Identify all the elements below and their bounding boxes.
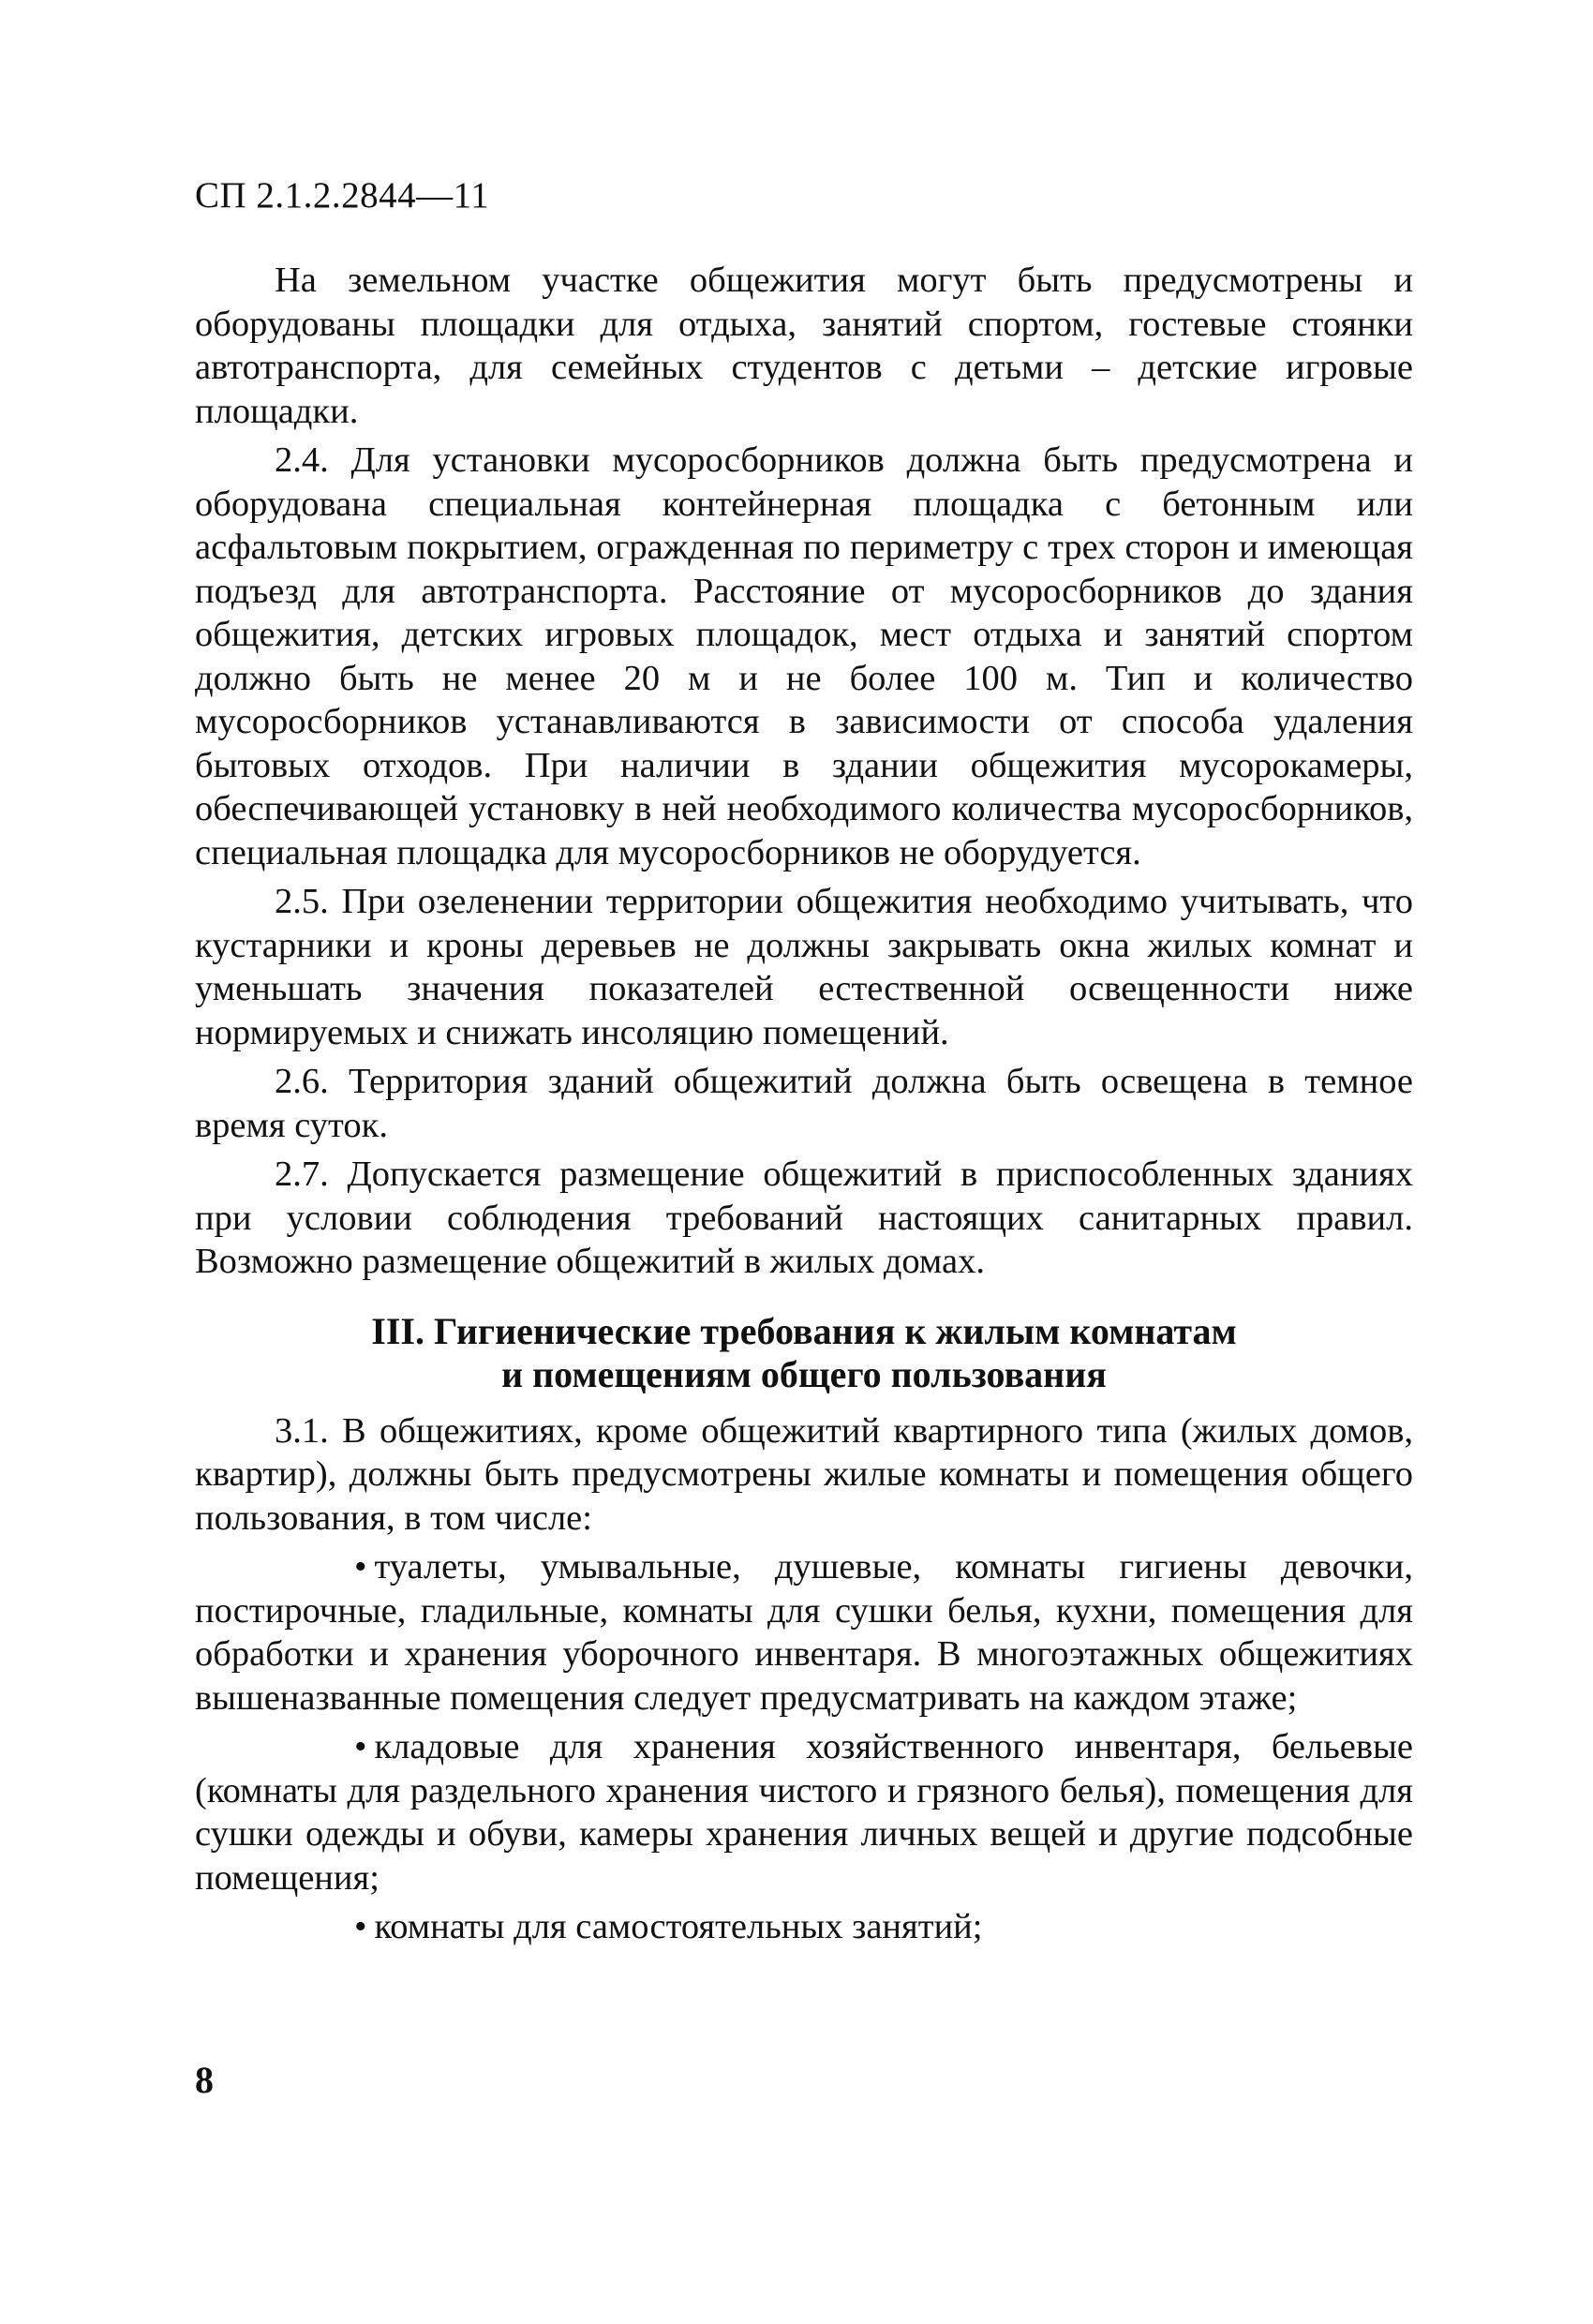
section-title-line-1: III. Гигиенические требования к жилым комнатам [371,1309,1237,1352]
paragraph-2-4: 2.4. Для установки мусоросборников должна быть предусмотрена и оборудована специальная контейнерная площадка с бетонным или асфальтовым покрытием, огражденная по периметру с трех сторон и имеющая подъезд для автотранспорта. Расстояние от мусоросборников до здания общежития, детских игровых площадок, мест отдыха и занятий спортом должно быть не менее 20 м и не более 100 м. Тип и количество мусоросборников устанавливаются в зависимости от способа удаления бытовых отходов. При наличии в здании общежития мусорокамеры, обеспечивающей установку в ней необходимого количества мусоросборников, специальная площадка для мусоросборников не оборудуется. [195,440,1413,872]
page-body [195,259,1413,1955]
bullet-icon: • [354,1907,367,1946]
bullet-text: кладовые для хранения хозяйственного инвентаря, бельевые (комнаты для раздельного хранения чистого и грязного белья), помещения для сушки одежды и обуви, камеры хранения личных вещей и другие подсобные помещения; [195,1727,1413,1898]
bullet-icon: • [354,1547,367,1587]
bullet-item [195,1725,1413,1899]
paragraph-3-1: 3.1. В общежитиях, кроме общежитий квартирного типа (жилых домов, квартир), должны быть предусмотрены жилые комнаты и помещения общего пользования, в том числе: [195,1410,1413,1538]
paragraph-2-7: 2.7. Допускается размещение общежитий в приспособленных зданиях при условии соблюдения требований настоящих санитарных правил. Возможно размещение общежитий в жилых домах. [195,1155,1413,1281]
paragraph-2-6: 2.6. Территория зданий общежитий должна быть освещена в темное время суток. [195,1062,1413,1145]
bullet-item [195,1545,1413,1720]
bullet-icon: • [354,1727,367,1766]
paragraph-land-plot: На земельном участке общежития могут быть предусмотрены и оборудованы площадки для отдыха, занятий спортом, гостевые стоянки автотранспорта, для семейных студентов с детьми – детские игровые площадки. [195,261,1413,431]
bullet-text: туалеты, умывальные, душевые, комнаты гигиены девочки, постирочные, гладильные, комнаты для сушки белья, кухни, помещения для обработки и хранения уборочного инвентаря. В многоэтажных общежитиях вышеназванные помещения следует предусматривать на каждом этаже; [195,1547,1413,1718]
section-title [195,1310,1413,1396]
paragraph-2-5: 2.5. При озеленении территории общежития необходимо учитывать, что кустарники и кроны деревьев не должны закрывать окна жилых комнат и уменьшать значения показателей естественной освещенности ниже нормируемых и снижать инсоляцию помещений. [195,882,1413,1052]
bullet-item [195,1905,1413,1949]
bullet-text: комнаты для самостоятельных занятий; [374,1907,983,1946]
page-number: 8 [195,2059,214,2101]
document-code-header: СП 2.1.2.2844—11 [195,175,490,216]
section-title-line-2: и помещениям общего пользования [501,1352,1107,1395]
